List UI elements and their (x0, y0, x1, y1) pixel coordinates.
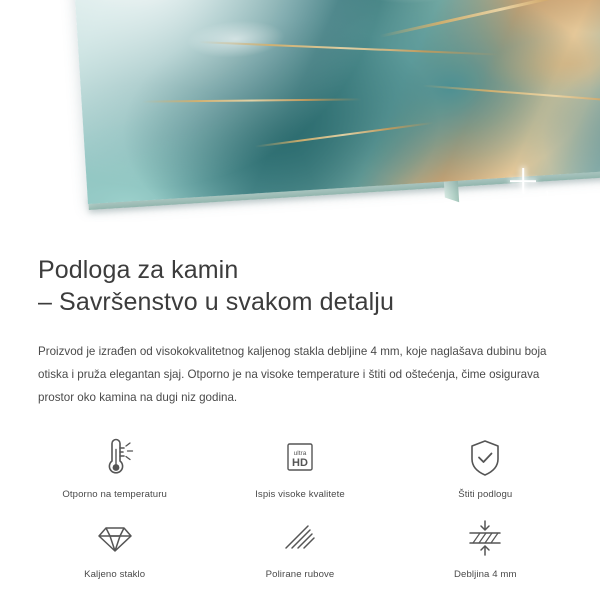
content-block (0, 222, 600, 410)
polished-edges-icon (278, 516, 322, 560)
feature-item-print-quality (207, 436, 392, 500)
sparkle-icon (539, 191, 555, 207)
feature-grid (0, 436, 600, 580)
thermometer-icon (95, 436, 135, 480)
ultra-hd-icon (280, 436, 320, 480)
page-title (38, 254, 562, 318)
page-title-line-2: – Savršenstvo u svakom detalju (38, 288, 394, 316)
feature-label: Otporno na temperaturu (62, 488, 167, 500)
hero-image-inner (0, 0, 600, 222)
feature-label: Ispis visoke kvalitete (255, 488, 345, 500)
svg-text:ultra: ultra (293, 449, 307, 457)
feature-label: Kaljeno staklo (84, 568, 146, 580)
feature-item-temperature (22, 436, 207, 500)
feature-item-thickness (393, 516, 578, 580)
product-description: Proizvod je izrađen od visokokvalitetnog kaljenog stakla debljine 4 mm, koje naglašava dubinu boja otiska i pruža elegantan sjaj. Otporno je na visoke temperature i štiti od oštećenja, čime osigurava prostor oko kamina na dugi niz godina. (38, 345, 547, 405)
shield-check-icon (465, 436, 505, 480)
feature-label: Štiti podlogu (458, 488, 513, 500)
diamond-icon (93, 516, 137, 560)
thickness-arrows-icon (463, 516, 507, 560)
page-title-line-1: Podloga za kamin (38, 256, 239, 284)
hero-image (0, 0, 600, 222)
feature-label: Debljina 4 mm (454, 568, 517, 580)
feature-item-polished-edges (207, 516, 392, 580)
svg-text:HD: HD (292, 456, 308, 469)
feature-item-tempered-glass (22, 516, 207, 580)
marble-print-panel (70, 0, 600, 204)
feature-item-surface-protection (393, 436, 578, 500)
feature-label: Polirane rubove (265, 568, 335, 580)
